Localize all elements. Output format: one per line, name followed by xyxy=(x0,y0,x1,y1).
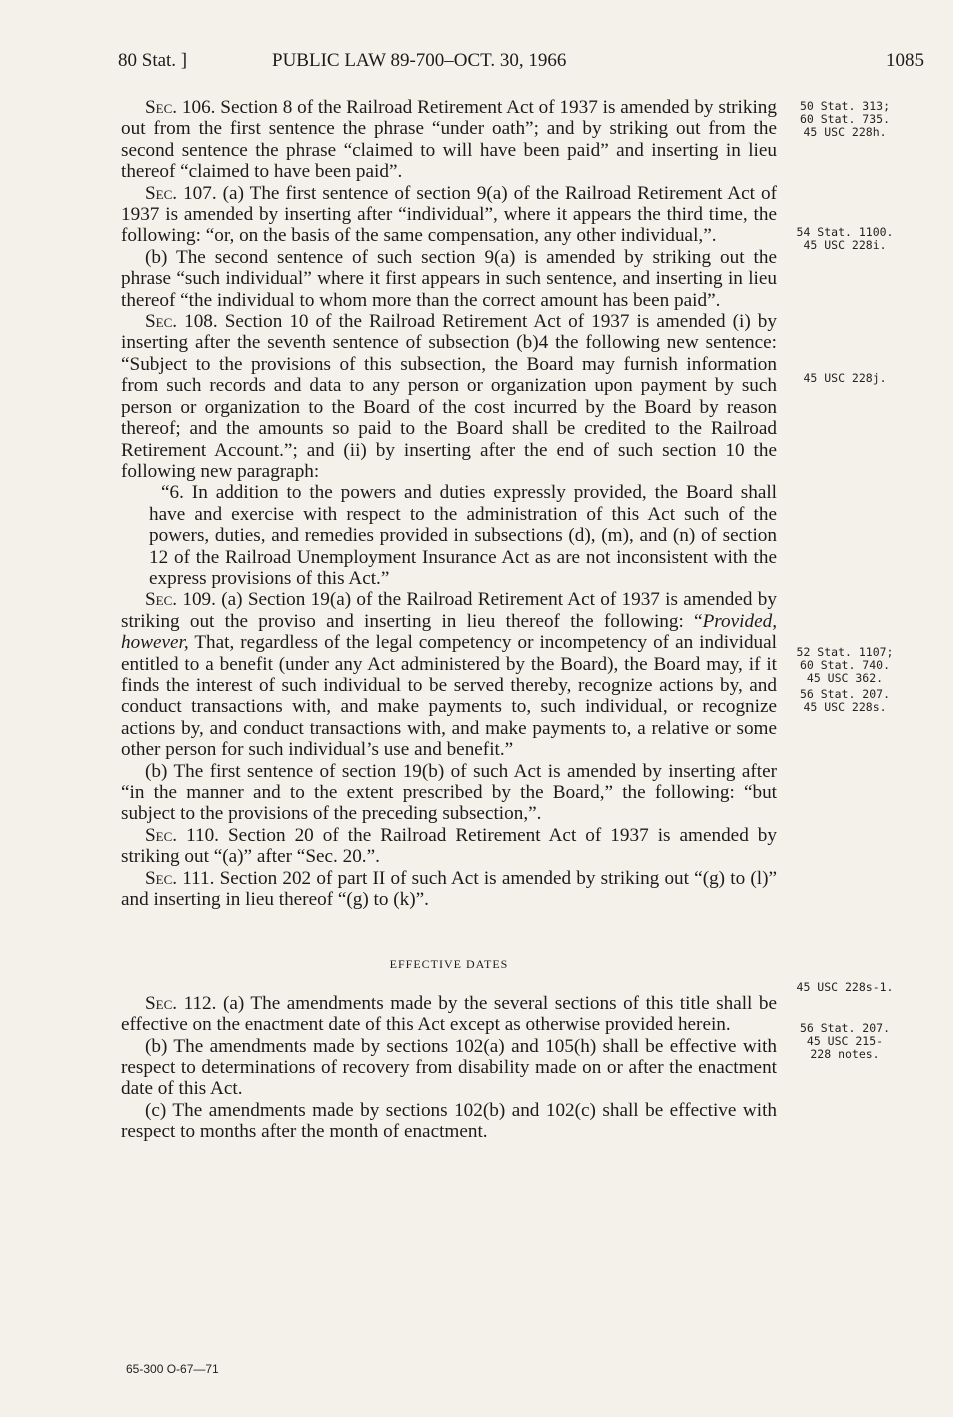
stat-volume: 80 Stat. ] xyxy=(118,50,188,71)
section-106 xyxy=(121,97,777,183)
margin-note-sec109 xyxy=(780,688,910,714)
margin-note-line: 45 USC 228h. xyxy=(803,124,887,139)
margin-note-sec111 xyxy=(780,1022,910,1060)
page-number: 1085 xyxy=(886,50,924,71)
section-label: Sec. 109. xyxy=(145,589,216,611)
margin-note-sec106 xyxy=(780,100,910,138)
margin-note-line: 50 Stat. 313; xyxy=(799,99,890,113)
margin-note-line: 45 USC 228j. xyxy=(803,371,887,385)
section-text: Section 10 of the Railroad Retirement Act of 1937 is amended (i) by inserting after the seventh sentence of subsection (b)4 the following new sentence: “Subject to the provisions of this subsection, the Board may furnish information from such records and data to any person or organization upon payment by such person or organization to the Board of the cost incurred by the Board by reason thereof; and the amounts so paid to the Board shall be credited to the Railroad Retirement Account.”; and (ii) by inserting after the end of such section 10 the following new paragraph: xyxy=(121,311,777,482)
margin-note-line: 228 notes. xyxy=(810,1046,880,1061)
section-label: Sec. 106. xyxy=(145,97,216,118)
section-label: Sec. 108. xyxy=(145,311,218,333)
print-code: 65-300 O-67—71 xyxy=(126,1362,219,1376)
section-107-a xyxy=(121,183,777,247)
section-label: Sec. 110. xyxy=(145,824,219,846)
margin-note-line: 45 USC 228i. xyxy=(803,237,887,252)
section-112-b: (b) The amendments made by sections 102(a) and 105(h) shall be effective with respect to determinations of recovery from disability made on or after the enactment date of this Act. xyxy=(121,1035,777,1100)
section-107-b: (b) The second sentence of such section 9(a) is amended by striking out the phrase “such individual” where it first appears in such sentence, and inserting in lieu thereof “the individual to whom more than the correct amount has been paid”. xyxy=(121,246,777,311)
page-title: PUBLIC LAW 89-700–OCT. 30, 1966 xyxy=(272,50,567,71)
margin-note-sec110 xyxy=(780,981,910,994)
section-text: (a) Section 19(a) of the Railroad Retirement Act of 1937 is amended by striking out the proviso and inserting in lieu thereof the following: “ xyxy=(121,589,777,632)
body-text xyxy=(121,97,777,1143)
section-108-quote: “6. In addition to the powers and duties expressly provided, the Board shall have and exercise with respect to the administration of this Act such of the powers, duties, and remedies provided in subsections (d), (m), and (n) of section 12 of the Railroad Unemployment Insurance Act as are not inconsistent with the express provisions of this Act.” xyxy=(149,482,777,589)
section-text-italic: Provided, however, xyxy=(121,610,777,654)
section-text: Section 202 of part II of such Act is amended by striking out “(g) to (l)” and inserting in lieu thereof “(g) to (k)”. xyxy=(121,867,777,911)
margin-note-line: 56 Stat. 207. xyxy=(799,687,890,701)
margin-note-sec107 xyxy=(780,226,910,252)
section-text: Section 20 of the Railroad Retirement Act of 1937 is amended by striking out “(a)” after “Sec. 20.”. xyxy=(121,824,777,868)
section-112-a xyxy=(121,993,777,1036)
section-label: Sec. 107. xyxy=(145,182,217,204)
margin-note-sec108 xyxy=(780,372,910,385)
page-header xyxy=(118,50,924,78)
section-text: (a) The amendments made by the several sections of this title shall be effective on the enactment date of this Act except as otherwise provided herein. xyxy=(121,992,777,1036)
margin-note-line: 45 USC 228s. xyxy=(803,699,887,714)
margin-note-line: 54 Stat. 1100. xyxy=(796,225,894,239)
margin-note-sec108-para6 xyxy=(780,646,910,684)
margin-note-line: 56 Stat. 207. xyxy=(799,1021,890,1035)
section-label: Sec. 112. xyxy=(145,992,217,1014)
section-108 xyxy=(121,311,777,482)
section-109-b: (b) The first sentence of section 19(b) of such Act is amended by inserting after “in the manner and to the extent prescribed by the Board,” the following: “but subject to the provisions of the preceding subsection,”. xyxy=(121,760,777,825)
section-label: Sec. 111. xyxy=(145,867,215,889)
margin-note-line: 45 USC 215- xyxy=(806,1033,884,1048)
section-text: (a) The first sentence of section 9(a) of the Railroad Retirement Act of 1937 is amended by inserting after “individual”, where it appears the third time, the following: “or, on the basis of the same compensation, any other individual,”. xyxy=(121,182,777,247)
section-109-a xyxy=(121,589,777,760)
section-111 xyxy=(121,868,777,911)
section-110 xyxy=(121,825,777,868)
margin-note-line: 60 Stat. 735. xyxy=(799,111,890,126)
section-text: Section 8 of the Railroad Retirement Act of 1937 is amended by striking out from the first sentence the phrase “under oath”; and by striking out from the second sentence the phrase “claimed to will have been paid” and inserting in lieu thereof “claimed to have been paid”. xyxy=(121,97,777,183)
margin-note-line: 60 Stat. 740. xyxy=(799,657,890,672)
margin-note-line: 52 Stat. 1107; xyxy=(796,645,894,659)
effective-dates-heading: EFFECTIVE DATES xyxy=(389,957,509,972)
section-text: That, regardless of the legal competency or incompetency of an individual entitled to a benefit (under any Act administered by the Board), the Board may, if it finds the interest of such individual to be served thereby, recognize actions by, and conduct transactions with, and make payments to, such individual, or recognize actions by, and conduct transactions with, and make payments to, a relative or some other person for such individual’s use and benefit.” xyxy=(121,632,777,761)
section-112-c: (c) The amendments made by sections 102(b) and 102(c) shall be effective with respect to months after the month of enactment. xyxy=(121,1099,777,1143)
margin-note-line: 45 USC 228s-1. xyxy=(796,980,894,994)
margin-note-line: 45 USC 362. xyxy=(806,670,884,685)
